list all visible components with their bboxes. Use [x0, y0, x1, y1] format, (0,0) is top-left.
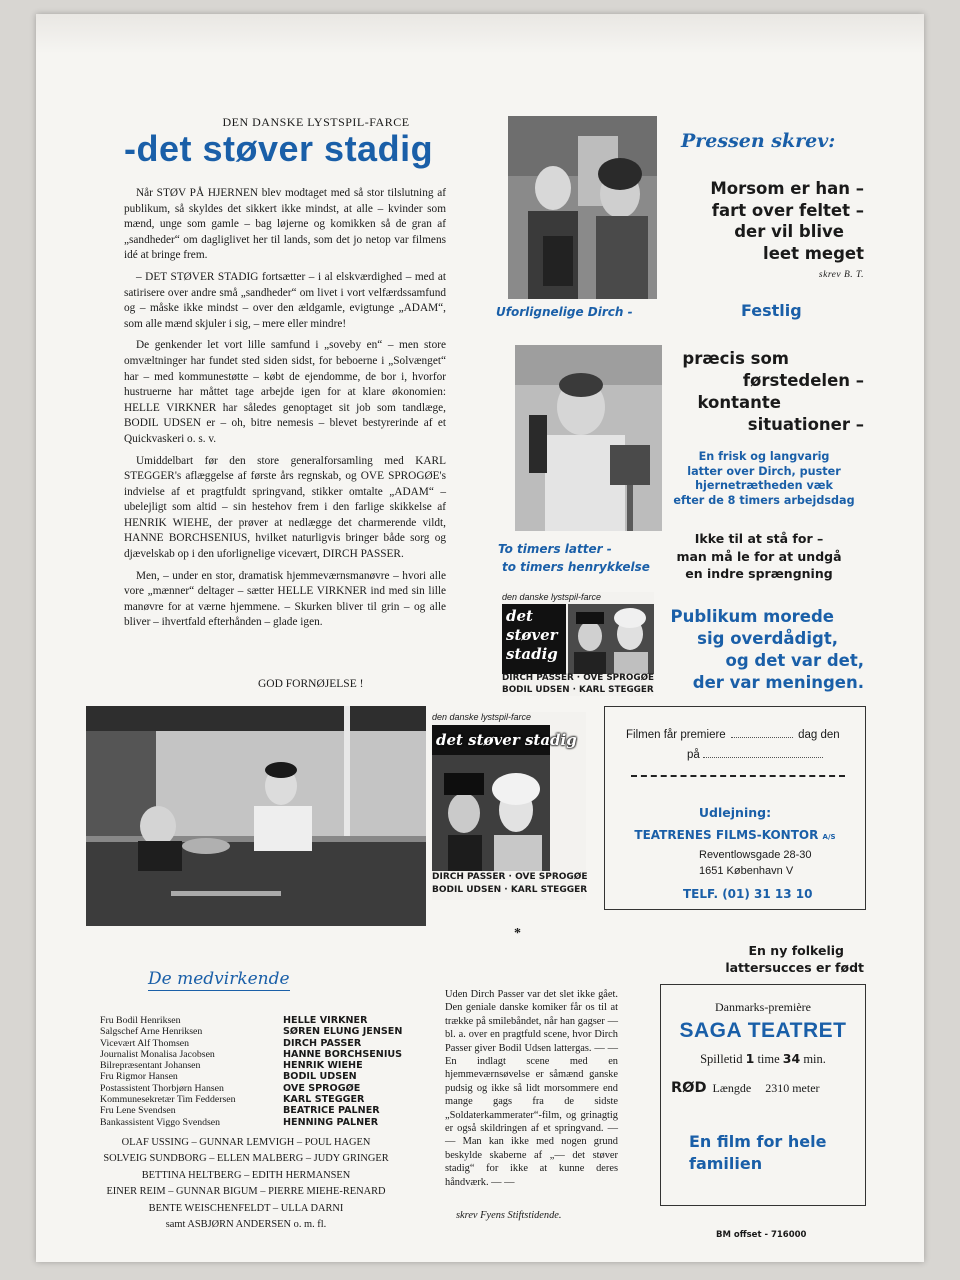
intro-paragraph: De genkender let vort lille samfund i „soveby en“ – men store omvæltninger har fundet sted siden sidst, for beboerne i „Solvænget“ har – med kommunestøtte – købt de ejendomme, de bor i, hvorfor hustruerne har måttet tage arbejde igen for at klare økonomien: HELLE VIRKNER har således genoptaget sit job som tandlæge, BODIL UDSEN er – oh, bitre nemesis – blevet bestyrerinde af et Quickvaskeri o. s. v. [124, 339, 446, 445]
runtime-hours-unit: time [757, 1052, 780, 1066]
sign-off: GOD FORNØJELSE ! [258, 678, 364, 690]
quote-line: man må le for at undgå [676, 548, 842, 564]
quote-line: og det var det, [725, 651, 864, 670]
cast-actor: OVE SPROGØE [283, 1082, 361, 1094]
extras-line: OLAF USSING – GUNNAR LEMVIGH – POUL HAGEN [121, 1137, 371, 1148]
cast-list [100, 1015, 430, 1128]
tagline-line: lattersucces er født [725, 960, 864, 975]
cast-role: Salgschef Arne Henriksen [100, 1026, 203, 1038]
tagline-line: En ny folkelig [748, 943, 844, 958]
cast-row [100, 1117, 430, 1128]
extras-line: samt ASBJØRN ANDERSEN o. m. fl. [165, 1219, 327, 1231]
cast-role: Fru Rigmor Hansen [100, 1071, 178, 1083]
cast-actor: HENRIK WIEHE [283, 1060, 363, 1072]
page-title: -det støver stadig [124, 128, 434, 169]
poster-title: det støver stadig [436, 731, 577, 749]
poster-small [502, 592, 654, 696]
cast-heading: De medvirkende [148, 969, 290, 989]
saga-runtime [661, 1051, 865, 1067]
poster-cast [502, 673, 654, 696]
poster-tag: den danske lystspil-farce [432, 712, 532, 722]
cast-actor: HENNING PALNER [283, 1116, 379, 1128]
intro-text [124, 186, 446, 637]
premiere-venue-blank [703, 757, 823, 758]
caption-second-photo [496, 540, 650, 576]
rating-badge: RØD [671, 1080, 707, 1096]
caption-line: to timers henrykkelse [502, 560, 650, 574]
press-heading: Pressen skrev: [681, 130, 836, 152]
runtime-minutes-unit: min. [803, 1052, 826, 1066]
photo-dirch-with-broom [515, 345, 662, 531]
saga-box [660, 984, 866, 1206]
cast-row [100, 1071, 430, 1082]
saga-family [689, 1131, 826, 1175]
extras-line: EINER REIM – GUNNAR BIGUM – PIERRE MIEHE-RENARD [106, 1186, 386, 1198]
quote-line: leet meget [763, 243, 864, 263]
quote-line: Ikke til at stå for – [694, 531, 824, 546]
star-mark: * [514, 926, 521, 941]
cast-actor: KARL STEGGER [283, 1094, 365, 1106]
quote-line: førstedelen – [742, 371, 864, 390]
press-quote-frisk [664, 450, 864, 508]
intro-paragraph: Umiddelbart før den store generalforsamling med KARL STEGGER's aflæggelse af første års regnskab, og OVE SPROGØE's indvielse af et pragtfuldt springvand, stikker omtalte „ADAM“ – ubelejligt som altid – sin hestehov frem i den farlige skikkelse af HENRIK WIEHE, der prøver at nedlægge det charmerende vildt, HANNE BORCHSENIUS, hvilket naturligvis bringer både sorg og djævelskab op i den uforlignelige vicevært, DIRCH PASSER. [124, 454, 446, 561]
cast-row [100, 1105, 430, 1116]
cast-row [100, 1038, 430, 1049]
cast-role: Kommunesekretær Tim Feddersen [100, 1094, 236, 1106]
poster-title-block [502, 604, 566, 674]
premiere-line1 [626, 729, 840, 741]
premiere-line2 [687, 749, 823, 761]
printer-mark: BM offset - 716000 [716, 1230, 807, 1240]
cast-role: Fru Lene Svendsen [100, 1105, 176, 1117]
length-label: Længde [712, 1081, 752, 1095]
fill-in-line [631, 775, 845, 777]
cast-role: Journalist Monalisa Jacobsen [100, 1048, 215, 1060]
poster-portraits [432, 755, 550, 871]
kicker: DEN DANSKE LYSTSPIL-FARCE [222, 115, 410, 129]
review-body: Uden Dirch Passer var det slet ikke gået. Den geniale danske komiker får os til at trække på smilebåndet, når han gagser — bl. a. over en pragtfuld scene, hvor Dirch Passer giver Bodil Udsen lattergas. — — En indlagt scene med en hjemmeværnsøvelse er såmænd ganske pudsig og ikke så lidt morsommere end mange gags fra de sidste „Soldaterkammerater“-film, og grinagtig er også skildringen af et springvand. — — Man kan ikke med nogen grund beskylde skaberne af „— det støver stadig“ for ikke at kunne deres håndværk. — — [445, 989, 618, 1188]
premiere-venue-label: på [687, 749, 700, 761]
cast-role: Vicevært Alf Thomsen [100, 1037, 190, 1049]
length-value: 2310 meter [765, 1081, 820, 1095]
poster-title-line: det [506, 607, 533, 625]
cast-actor: DIRCH PASSER [283, 1037, 362, 1049]
cast-row [100, 1094, 430, 1105]
rental-company [605, 828, 865, 842]
poster-cast-line: DIRCH PASSER · OVE SPROGØE [432, 872, 588, 882]
cast-actor: HANNE BORCHSENIUS [283, 1048, 403, 1060]
cast-actor: SØREN ELUNG JENSEN [283, 1026, 403, 1038]
quote-line: latter over Dirch, puster [687, 464, 841, 478]
poster-cast [432, 871, 588, 897]
rental-heading: Udlejning: [698, 805, 772, 820]
cast-row [100, 1026, 430, 1037]
family-line: familien [689, 1154, 763, 1173]
cast-row [100, 1083, 430, 1094]
intro-paragraph: Men, – under en stor, dramatisk hjemmeværnsmanøvre – hvori alle vore „mænner“ deltager – sætter HELLE VIRKNER ind med sin lille manøvre for at værne hjemmene. – Skurken bliver til grin – og alle bliver – ihvertfald efterhånden – glade igen. [124, 569, 446, 629]
cast-actor: HELLE VIRKNER [283, 1015, 368, 1026]
poster-cast-line: DIRCH PASSER · OVE SPROGØE [502, 673, 655, 683]
cast-role: Bilrepræsentant Johansen [100, 1060, 201, 1072]
quote-line: situationer – [747, 415, 864, 434]
press-quote-publikum [671, 606, 864, 694]
cast-row [100, 1015, 430, 1026]
photo-dirch-laughing [508, 116, 657, 299]
cast-row [100, 1060, 430, 1071]
quote-line: efter de 8 timers arbejdsdag [673, 493, 855, 507]
caption-line: To timers latter - [498, 542, 612, 556]
saga-premiere: Danmarks-première [715, 1000, 811, 1014]
poster-title-line: støver [506, 626, 558, 644]
saga-rating-row [671, 1079, 820, 1097]
runtime-prefix: Spilletid [700, 1052, 743, 1066]
company-suffix: A/S [822, 833, 836, 841]
quote-line: der vil blive [734, 222, 844, 241]
premiere-day-label: dag den [798, 729, 840, 741]
intro-paragraph: – DET STØVER STADIG fortsætter – i al elskværdighed – med at satirisere over andre små „sandheder“ om livet i vort velfærdssamfund og – måske ikke mindst – over den ældgamle, evigtunge „ADAM“, som alle mænd skjuler i sig, – mere eller mindre! [124, 270, 446, 330]
quote-line: Publikum morede [670, 607, 834, 626]
press-quote-bt [710, 178, 864, 264]
quote-line: Morsom er han – [710, 179, 864, 198]
cast-actor: BEATRICE PALNER [283, 1105, 380, 1117]
extras-line: SOLVEIG SUNDBORG – ELLEN MALBERG – JUDY GRINGER [103, 1153, 389, 1165]
poster-title-line: stadig [506, 645, 558, 663]
photo-flooded-scene [86, 706, 426, 926]
review-source: skrev Fyens Stiftstidende. [456, 1210, 562, 1221]
runtime-minutes: 34 [782, 1051, 801, 1066]
runtime-hours: 1 [745, 1051, 755, 1066]
quote-line: fart over feltet – [711, 200, 864, 220]
company-name: TEATRENES FILMS-KONTOR [634, 828, 819, 842]
poster-tag: den danske lystspil-farce [502, 592, 602, 602]
caption-first-photo: Uforlignelige Dirch - [496, 305, 633, 319]
poster-cast-line: BODIL UDSEN · KARL STEGGER [502, 684, 654, 695]
poster-cast-line: BODIL UDSEN · KARL STEGGER [432, 885, 588, 895]
press-quote-precis [682, 348, 864, 436]
premiere-blank [731, 737, 793, 738]
quote-line: der var meningen. [692, 673, 864, 692]
cast-role: Postassistent Thorbjørn Hansen [100, 1082, 224, 1094]
rental-street: Reventlowsgade 28-30 [699, 849, 812, 861]
extras-line: BETTINA HELTBERG – EDITH HERMANSEN [141, 1169, 351, 1181]
quote-line: kontante [697, 393, 781, 412]
press-source-bt: skrev B. T. [818, 270, 864, 280]
quote-line: En frisk og langvarig [698, 450, 830, 463]
premiere-box [604, 706, 866, 910]
review-text [445, 988, 618, 1189]
rental-phone: TELF. (01) 31 13 10 [683, 887, 813, 901]
quote-line: præcis som [682, 349, 789, 368]
quote-line: en indre sprængning [685, 566, 833, 581]
press-festlig: Festlig [741, 301, 802, 320]
quote-line: hjernetrætheden væk [695, 479, 833, 492]
flyer-page [36, 14, 924, 1262]
poster-large [432, 712, 586, 900]
extras-line: BENTE WEISCHENFELDT – ULLA DARNI [148, 1202, 344, 1214]
rental-city: 1651 København V [699, 865, 794, 877]
extras-list [86, 1135, 406, 1233]
tagline [725, 942, 864, 976]
cast-row [100, 1049, 430, 1060]
quote-line: sig overdådigt, [697, 629, 838, 648]
family-line: En film for hele [689, 1132, 827, 1151]
press-quote-ikke [654, 530, 864, 583]
poster-portraits [568, 604, 654, 674]
intro-paragraph: Når STØV PÅ HJERNEN blev modtaget med så stor tilslutning af publikum, så skyldes det sikkert ikke mindst, at alle – kvinder som mænd, unge som gamle – bag løjerne og komikken så de gran af „sandheder“ om dagliglivet her til lands, som det jo netop var filmens idé at bringe frem. [124, 187, 446, 262]
cast-actor: BODIL UDSEN [283, 1071, 357, 1083]
saga-theatre: SAGA TEATRET [679, 1019, 847, 1042]
cast-role: Bankassistent Viggo Svendsen [100, 1116, 221, 1128]
premiere-label: Filmen får premiere [626, 729, 726, 741]
cast-role: Fru Bodil Henriksen [100, 1015, 181, 1026]
